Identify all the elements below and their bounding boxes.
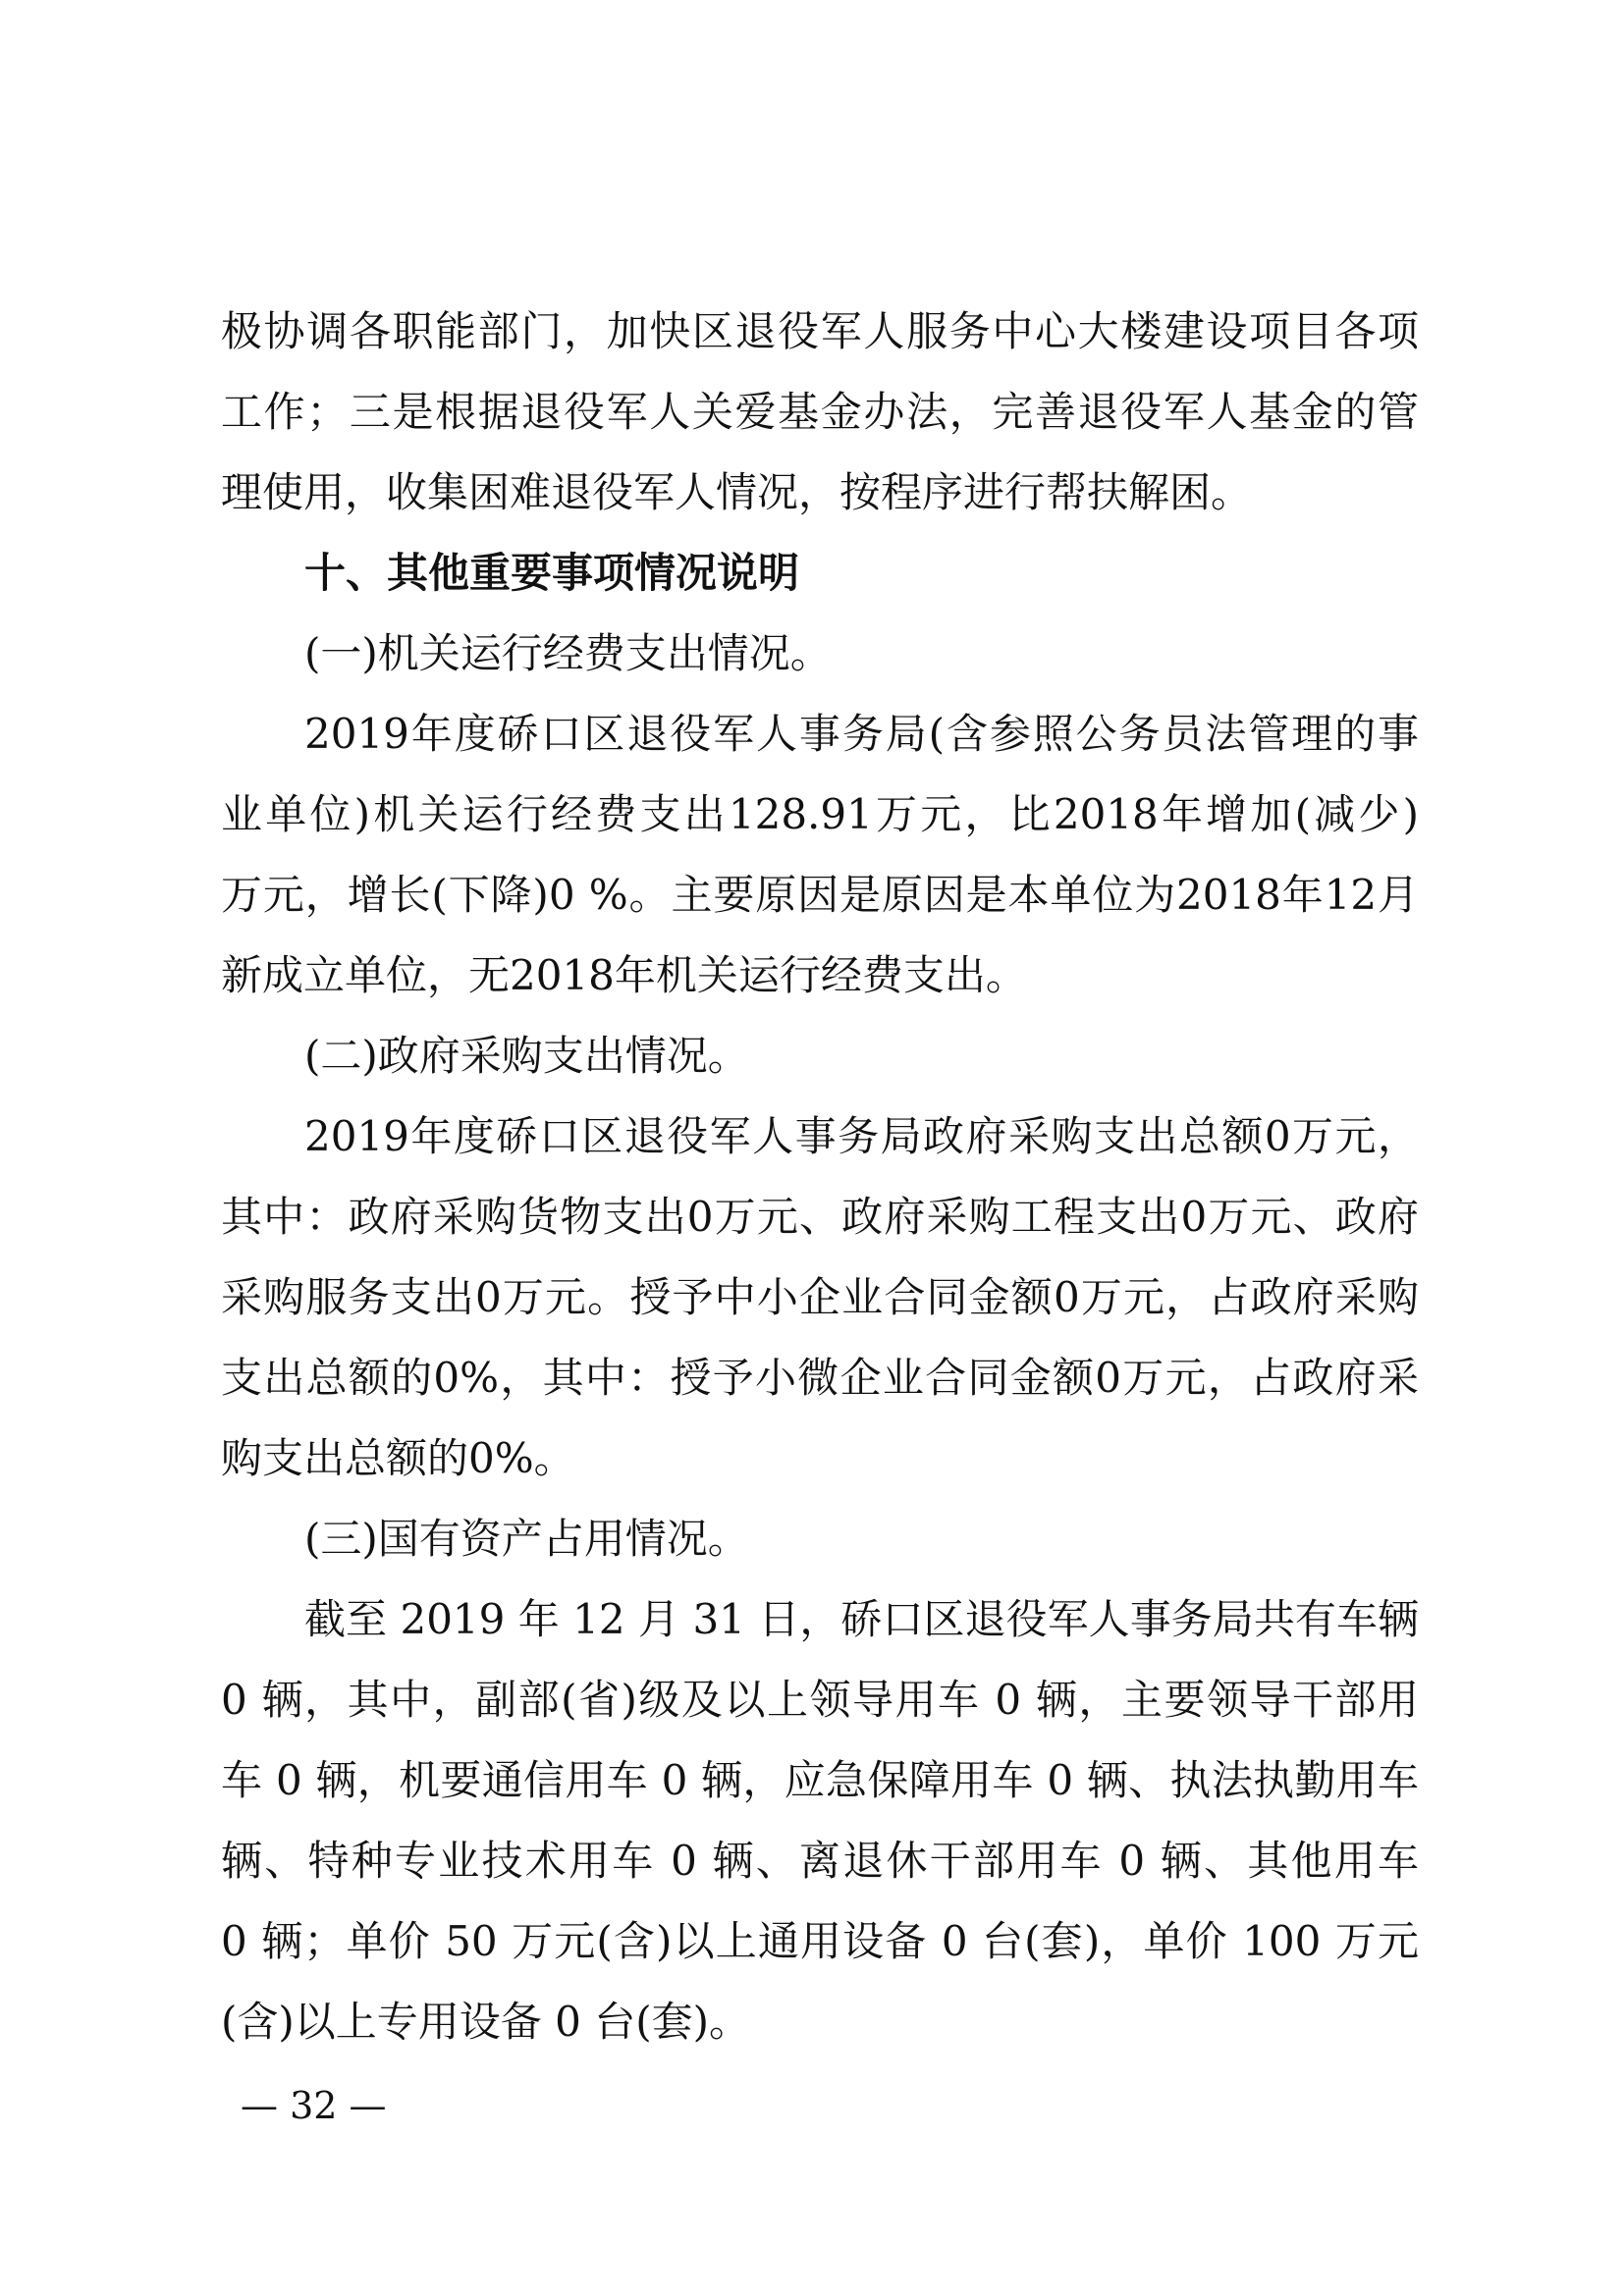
body-text-line: 新成立单位，无2018年机关运行经费支出。 <box>221 951 1027 999</box>
body-text-line: 业单位)机关运行经费支出128.91万元，比2018年增加(减少) <box>221 790 1419 838</box>
body-text-line: (含)以上专用设备 0 台(套)。 <box>221 1998 750 2046</box>
body-text-line: 车 0 辆，机要通信用车 0 辆，应急保障用车 0 辆、执法执勤用车 <box>221 1756 1419 1804</box>
body-text-line: 采购服务支出0万元。授予中小企业合同金额0万元，占政府采购 <box>221 1273 1419 1321</box>
body-text-line: 购支出总额的0%。 <box>221 1434 575 1482</box>
body-text-line: 支出总额的0%，其中：授予小微企业合同金额0万元，占政府采 <box>221 1354 1419 1402</box>
subsection-heading: (二)政府采购支出情况。 <box>304 1032 749 1080</box>
body-text-line: 2019年度硚口区退役军人事务局(含参照公务员法管理的事 <box>304 710 1419 758</box>
body-text-line: 0 辆；单价 50 万元(含)以上通用设备 0 台(套)，单价 100 万元 <box>221 1917 1419 1965</box>
body-text-line: 极协调各职能部门，加快区退役军人服务中心大楼建设项目各项 <box>221 307 1419 355</box>
body-text-line: 万元，增长(下降)0 %。主要原因是原因是本单位为2018年12月 <box>221 871 1419 919</box>
body-text-line: 其中：政府采购货物支出0万元、政府采购工程支出0万元、政府 <box>221 1193 1419 1241</box>
section-heading: 十、其他重要事项情况说明 <box>304 549 800 597</box>
body-text-line: 工作；三是根据退役军人关爱基金办法，完善退役军人基金的管 <box>221 388 1419 436</box>
page-number: — 32 — <box>241 2084 387 2127</box>
subsection-heading: (一)机关运行经费支出情况。 <box>304 629 832 677</box>
body-text-line: 理使用，收集困难退役军人情况，按程序进行帮扶解困。 <box>221 468 1253 516</box>
body-text-line: 辆、特种专业技术用车 0 辆、离退休干部用车 0 辆、其他用车 <box>221 1837 1419 1885</box>
body-text-line: 0 辆，其中，副部(省)级及以上领导用车 0 辆，主要领导干部用 <box>221 1676 1419 1724</box>
subsection-heading: (三)国有资产占用情况。 <box>304 1515 749 1563</box>
body-text-line: 2019年度硚口区退役军人事务局政府采购支出总额0万元， <box>304 1112 1419 1160</box>
body-text-line: 截至 2019 年 12 月 31 日，硚口区退役军人事务局共有车辆 <box>304 1595 1419 1643</box>
